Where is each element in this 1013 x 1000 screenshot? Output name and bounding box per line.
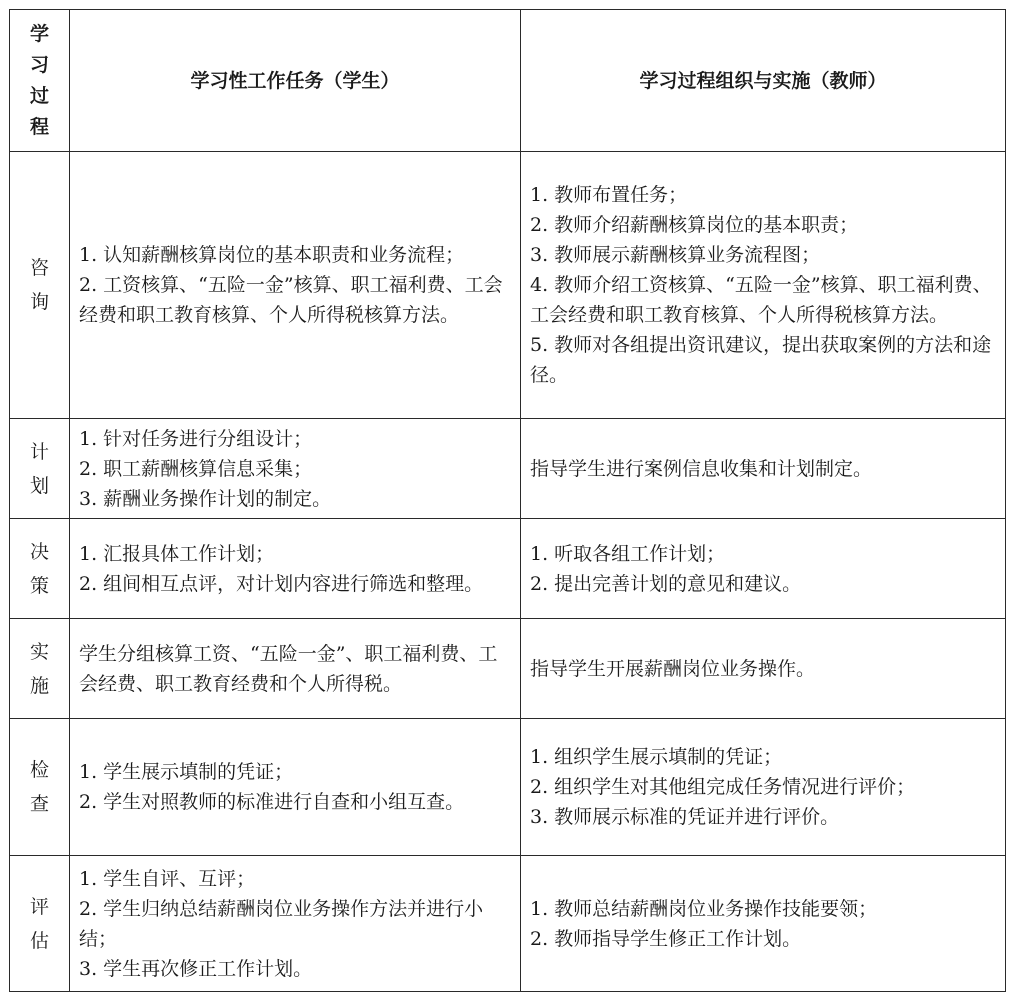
list-item: 3. 教师展示薪酬核算业务流程图；	[530, 244, 821, 266]
list-item: 1. 针对任务进行分组设计；	[79, 427, 313, 450]
table-row	[10, 619, 1006, 719]
list-item: 2. 教师指导学生修正工作计划。	[530, 927, 802, 950]
list-item: 2. 职工薪酬核算信息采集；	[79, 457, 313, 480]
list-item: 4. 教师介绍工资核算、“五险一金”核算、职工福利费、工会经费和职工教育核算、个人所得税核算方法。	[530, 274, 992, 326]
student-cell	[70, 619, 521, 719]
student-cell	[70, 419, 521, 519]
stage-cell: 咨 询	[10, 152, 70, 419]
teacher-cell	[521, 519, 1006, 619]
table-row	[10, 419, 1006, 519]
list-item: 2. 学生对照教师的标准进行自查和小组互查。	[79, 791, 465, 813]
list-item: 1. 认知薪酬核算岗位的基本职责和业务流程；	[79, 244, 465, 266]
list-item: 1. 教师总结薪酬岗位业务操作技能要领；	[530, 897, 878, 920]
list-item: 2. 提出完善计划的意见和建议。	[530, 572, 802, 595]
teacher-cell	[521, 619, 1006, 719]
list-item: 1. 教师布置任务；	[530, 184, 688, 206]
list-item: 2. 学生归纳总结薪酬岗位业务操作方法并进行小结；	[79, 897, 484, 950]
student-cell	[70, 856, 521, 992]
stage-cell: 决 策	[10, 519, 70, 619]
list-item: 1. 学生展示填制的凭证；	[79, 761, 294, 783]
list-item: 3. 教师展示标准的凭证并进行评价。	[530, 806, 840, 828]
list-item: 5. 教师对各组提出资讯建议，提出获取案例的方法和途径。	[530, 334, 992, 386]
list-item: 2. 组织学生对其他组完成任务情况进行评价；	[530, 776, 916, 798]
teacher-cell	[521, 856, 1006, 992]
list-item: 指导学生进行案例信息收集和计划制定。	[530, 457, 873, 480]
list-item: 3. 薪酬业务操作计划的制定。	[79, 487, 332, 510]
teacher-cell	[521, 152, 1006, 419]
list-item: 1. 听取各组工作计划；	[530, 542, 726, 565]
list-item: 3. 学生再次修正工作计划。	[79, 957, 313, 980]
list-item: 2. 工资核算、“五险一金”核算、职工福利费、工会经费和职工教育核算、个人所得税核算方法。	[79, 274, 503, 326]
stage-cell: 检 查	[10, 719, 70, 856]
stage-cell: 计 划	[10, 419, 70, 519]
header-stage: 学 习 过 程	[10, 10, 70, 152]
list-item: 2. 教师介绍薪酬核算岗位的基本职责；	[530, 214, 859, 236]
stage-cell: 实 施	[10, 619, 70, 719]
list-item: 指导学生开展薪酬岗位业务操作。	[530, 657, 816, 680]
table-row	[10, 152, 1006, 419]
list-item: 学生分组核算工资、“五险一金”、职工福利费、工会经费、职工教育经费和个人所得税。	[79, 642, 498, 695]
teacher-cell	[521, 719, 1006, 856]
header-teacher: 学习过程组织与实施（教师）	[521, 10, 1006, 152]
list-item: 1. 组织学生展示填制的凭证；	[530, 746, 783, 768]
header-student: 学习性工作任务（学生）	[70, 10, 521, 152]
student-cell	[70, 152, 521, 419]
list-item: 1. 学生自评、互评；	[79, 867, 256, 890]
table-row	[10, 519, 1006, 619]
table-row	[10, 856, 1006, 992]
student-cell	[70, 719, 521, 856]
process-table	[9, 9, 1006, 992]
header-row	[10, 10, 1006, 152]
table-row	[10, 719, 1006, 856]
teacher-cell	[521, 419, 1006, 519]
list-item: 1. 汇报具体工作计划；	[79, 542, 275, 565]
list-item: 2. 组间相互点评，对计划内容进行筛选和整理。	[79, 572, 484, 595]
student-cell	[70, 519, 521, 619]
stage-cell: 评 估	[10, 856, 70, 992]
